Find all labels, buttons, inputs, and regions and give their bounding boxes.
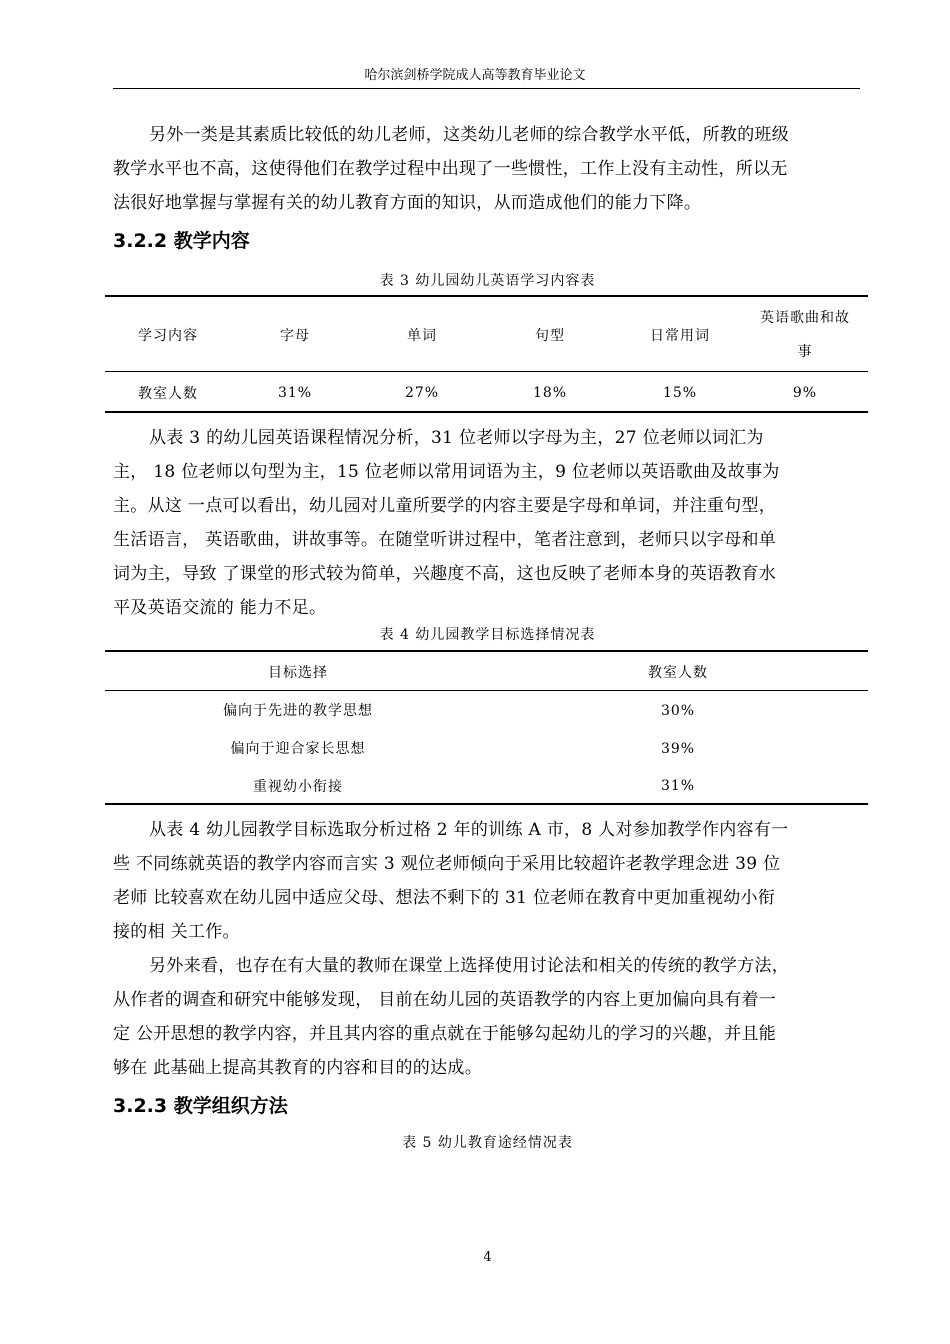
text-line: 教学水平也不高，这使得他们在教学过程中出现了一些惯性，工作上没有主动性，所以无 [113,159,788,179]
table-cell: 39% [660,741,696,757]
table-cell: 30% [660,703,696,719]
text-line: 从作者的调查和研究中能够发现， 目前在幼儿园的英语教学的内容上更加偏向具有着一 [113,990,777,1010]
table-cell: 教室人数 [138,386,198,402]
table-caption: 表 3 幼儿园幼儿英语学习内容表 [379,273,596,289]
table-cell: 15% [662,385,698,401]
text-line: 定 公开思想的教学内容，并且其内容的重点就在于能够勾起幼儿的学习的兴趣，并且能 [113,1024,777,1044]
page-number: 4 [483,1250,492,1265]
table-header-cell: 单词 [407,328,437,344]
text-line: 从表 4 幼儿园教学目标选取分析过格 2 年的训练 A 市，8 人对参加教学作内容有一 [149,820,789,840]
table-cell: 27% [404,385,440,401]
table-header-cell: 日常用词 [650,328,710,344]
text-line: 主。从这 一点可以看出，幼儿园对儿童所要学的内容主要是字母和单词，并注重句型， [113,496,777,516]
table-header-cell: 目标选择 [268,665,328,681]
text-line: 够在 此基础上提高其教育的内容和目的的达成。 [113,1058,483,1078]
text-line: 接的相 关工作。 [113,922,240,942]
table-caption: 表 4 幼儿园教学目标选择情况表 [379,627,596,643]
text-line: 词为主，导致 了课堂的形式较为简单，兴趣度不高，这也反映了老师本身的英语教育水 [113,564,777,584]
table-cell: 31% [660,778,696,794]
text-line: 平及英语交流的 能力不足。 [113,598,327,618]
table-header-cell: 学习内容 [138,328,198,344]
table-caption: 表 5 幼儿教育途经情况表 [402,1135,573,1151]
text-line: 老师 比较喜欢在幼儿园中适应父母、想法不剩下的 31 位老师在教育中更加重视幼小衔 [113,888,776,908]
table-cell: 偏向于迎合家长思想 [230,741,366,757]
section-heading: 3.2.2 教学内容 [113,230,250,252]
text-line: 些 不同练就英语的教学内容而言实 3 观位老师倾向于采用比较超许老教学理念进 39 位 [113,854,781,874]
table-header-cell: 英语歌曲和故 [760,310,850,326]
table-header-cell: 事 [797,344,813,360]
text-line: 另外一类是其素质比较低的幼儿老师，这类幼儿老师的综合教学水平低，所教的班级 [149,125,790,145]
table-cell: 9% [792,385,818,401]
table-header-cell: 句型 [535,328,565,344]
table-header-cell: 教室人数 [648,665,708,681]
text-line: 主， 18 位老师以句型为主，15 位老师以常用词语为主，9 位老师以英语歌曲及故事为 [113,462,780,482]
header-rule [113,88,860,89]
running-header: 哈尔滨剑桥学院成人高等教育毕业论文 [364,68,586,83]
table-cell: 18% [532,385,568,401]
text-line: 另外来看，也存在有大量的教师在课堂上选择使用讨论法和相关的传统的教学方法， [149,956,790,976]
text-line: 生活语言， 英语歌曲，讲故事等。在随堂听讲过程中，笔者注意到，老师只以字母和单 [113,530,777,550]
section-heading: 3.2.3 教学组织方法 [113,1095,288,1117]
table-cell: 重视幼小衔接 [253,779,343,795]
table-header-cell: 字母 [280,328,310,344]
table-cell: 31% [277,385,313,401]
table-cell: 偏向于先进的教学思想 [223,703,373,719]
text-line: 法很好地掌握与掌握有关的幼儿教育方面的知识，从而造成他们的能力下降。 [113,193,702,213]
text-line: 从表 3 的幼儿园英语课程情况分析，31 位老师以字母为主，27 位老师以词汇为 [149,428,764,448]
